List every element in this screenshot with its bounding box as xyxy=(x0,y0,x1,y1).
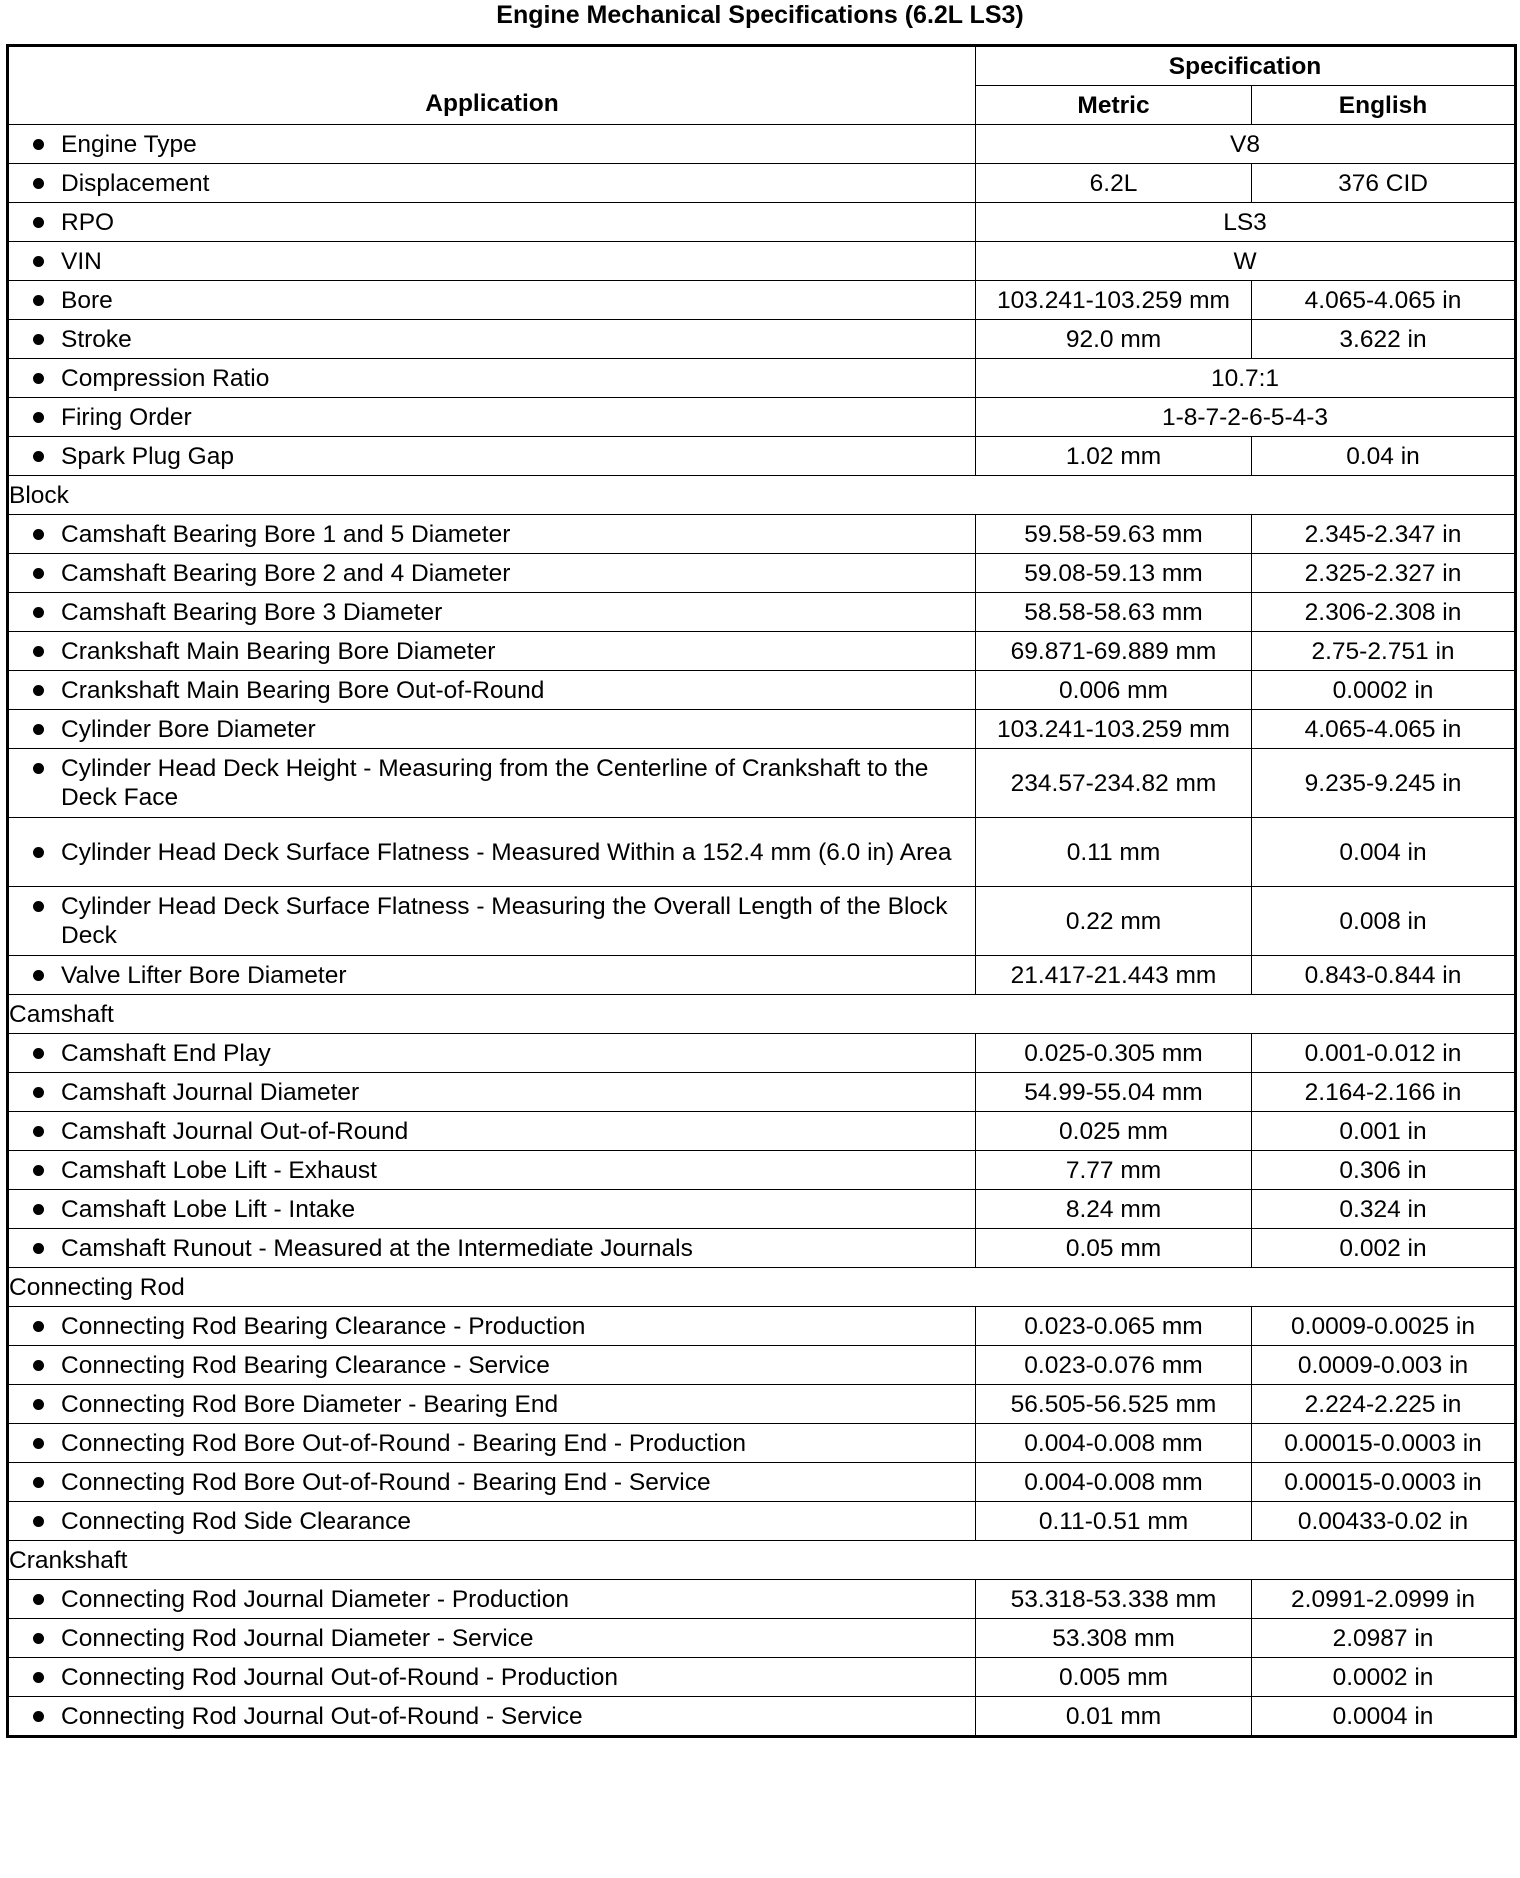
metric-value: 56.505-56.525 mm xyxy=(976,1385,1252,1424)
application-cell xyxy=(8,359,976,398)
application-cell xyxy=(8,1385,976,1424)
bullet-icon xyxy=(33,1633,44,1644)
application-cell xyxy=(8,320,976,359)
application-cell xyxy=(8,1151,976,1190)
bullet-icon xyxy=(33,568,44,579)
english-value: 2.345-2.347 in xyxy=(1252,515,1516,554)
application-label: Connecting Rod Bore Diameter - Bearing End xyxy=(61,1390,559,1418)
application-cell xyxy=(8,1112,976,1151)
combined-value: V8 xyxy=(976,125,1516,164)
application-label: Cylinder Head Deck Surface Flatness - Measured Within a 152.4 mm (6.0 in) Area xyxy=(61,838,952,866)
english-value: 2.0987 in xyxy=(1252,1619,1516,1658)
application-cell xyxy=(8,818,976,887)
application-label: Connecting Rod Bearing Clearance - Service xyxy=(61,1351,550,1379)
application-cell xyxy=(8,1619,976,1658)
application-cell xyxy=(8,887,976,956)
bullet-icon xyxy=(33,1321,44,1332)
metric-value: 0.025 mm xyxy=(976,1112,1252,1151)
english-value: 0.002 in xyxy=(1252,1229,1516,1268)
metric-value: 0.006 mm xyxy=(976,671,1252,710)
application-cell xyxy=(8,398,976,437)
table-row xyxy=(8,1307,1516,1346)
metric-value: 0.004-0.008 mm xyxy=(976,1424,1252,1463)
table-row xyxy=(8,320,1516,359)
table-row xyxy=(8,1151,1516,1190)
metric-value: 0.023-0.076 mm xyxy=(976,1346,1252,1385)
application-label: VIN xyxy=(61,247,102,275)
section-title: Connecting Rod xyxy=(8,1268,1516,1307)
metric-value: 53.318-53.338 mm xyxy=(976,1580,1252,1619)
specification-header: Specification xyxy=(976,46,1516,86)
application-cell xyxy=(8,1463,976,1502)
english-value: 0.00015-0.0003 in xyxy=(1252,1424,1516,1463)
english-header: English xyxy=(1252,86,1516,125)
table-row xyxy=(8,1190,1516,1229)
bullet-icon xyxy=(33,1204,44,1215)
application-cell xyxy=(8,1229,976,1268)
table-row xyxy=(8,164,1516,203)
english-value: 0.0009-0.003 in xyxy=(1252,1346,1516,1385)
table-row xyxy=(8,125,1516,164)
bullet-icon xyxy=(33,685,44,696)
english-value: 2.75-2.751 in xyxy=(1252,632,1516,671)
bullet-icon xyxy=(33,1399,44,1410)
english-value: 0.001-0.012 in xyxy=(1252,1034,1516,1073)
application-cell xyxy=(8,749,976,818)
english-value: 0.0004 in xyxy=(1252,1697,1516,1737)
spec-table-body xyxy=(8,125,1516,1737)
application-label: Connecting Rod Bore Out-of-Round - Bearing End - Service xyxy=(61,1468,711,1496)
combined-value: LS3 xyxy=(976,203,1516,242)
metric-value: 0.025-0.305 mm xyxy=(976,1034,1252,1073)
section-row xyxy=(8,1541,1516,1580)
english-value: 0.004 in xyxy=(1252,818,1516,887)
bullet-icon xyxy=(33,901,44,912)
english-value: 2.306-2.308 in xyxy=(1252,593,1516,632)
application-label: Displacement xyxy=(61,169,210,197)
bullet-icon xyxy=(33,1087,44,1098)
metric-value: 234.57-234.82 mm xyxy=(976,749,1252,818)
english-value: 3.622 in xyxy=(1252,320,1516,359)
english-value: 0.843-0.844 in xyxy=(1252,956,1516,995)
application-cell xyxy=(8,956,976,995)
table-row xyxy=(8,515,1516,554)
table-row xyxy=(8,281,1516,320)
bullet-icon xyxy=(33,607,44,618)
application-label: Engine Type xyxy=(61,130,197,158)
application-cell xyxy=(8,1502,976,1541)
application-label: Cylinder Head Deck Surface Flatness - Measuring the Overall Length of the Block Deck xyxy=(61,893,948,949)
english-value: 0.008 in xyxy=(1252,887,1516,956)
bullet-icon xyxy=(33,1360,44,1371)
application-label: Camshaft End Play xyxy=(61,1039,271,1067)
section-row xyxy=(8,995,1516,1034)
application-cell xyxy=(8,125,976,164)
application-cell xyxy=(8,710,976,749)
bullet-icon xyxy=(33,217,44,228)
metric-value: 7.77 mm xyxy=(976,1151,1252,1190)
metric-value: 1.02 mm xyxy=(976,437,1252,476)
application-label: Connecting Rod Bearing Clearance - Production xyxy=(61,1312,586,1340)
bullet-icon xyxy=(33,763,44,774)
application-cell xyxy=(8,1697,976,1737)
bullet-icon xyxy=(33,1048,44,1059)
metric-value: 59.58-59.63 mm xyxy=(976,515,1252,554)
application-label: Connecting Rod Journal Out-of-Round - Production xyxy=(61,1663,619,1691)
application-label: Camshaft Bearing Bore 3 Diameter xyxy=(61,598,443,626)
metric-value: 0.01 mm xyxy=(976,1697,1252,1737)
table-row xyxy=(8,1619,1516,1658)
english-value: 0.306 in xyxy=(1252,1151,1516,1190)
table-row xyxy=(8,632,1516,671)
application-label: Camshaft Lobe Lift - Exhaust xyxy=(61,1156,377,1184)
metric-value: 53.308 mm xyxy=(976,1619,1252,1658)
application-cell xyxy=(8,1658,976,1697)
table-row xyxy=(8,1385,1516,1424)
application-label: Camshaft Lobe Lift - Intake xyxy=(61,1195,356,1223)
application-cell xyxy=(8,515,976,554)
bullet-icon xyxy=(33,646,44,657)
english-value: 4.065-4.065 in xyxy=(1252,281,1516,320)
bullet-icon xyxy=(33,178,44,189)
application-cell xyxy=(8,203,976,242)
metric-value: 54.99-55.04 mm xyxy=(976,1073,1252,1112)
application-label: Connecting Rod Journal Diameter - Service xyxy=(61,1624,534,1652)
english-value: 0.00433-0.02 in xyxy=(1252,1502,1516,1541)
metric-value: 0.004-0.008 mm xyxy=(976,1463,1252,1502)
application-label: Stroke xyxy=(61,325,132,353)
application-cell xyxy=(8,1034,976,1073)
application-cell xyxy=(8,1424,976,1463)
english-value: 0.324 in xyxy=(1252,1190,1516,1229)
application-label: Connecting Rod Side Clearance xyxy=(61,1507,412,1535)
application-cell xyxy=(8,1346,976,1385)
metric-value: 0.023-0.065 mm xyxy=(976,1307,1252,1346)
application-label: Bore xyxy=(61,286,113,314)
application-label: Valve Lifter Bore Diameter xyxy=(61,961,347,989)
section-row xyxy=(8,1268,1516,1307)
application-label: Connecting Rod Bore Out-of-Round - Bearing End - Production xyxy=(61,1429,747,1457)
bullet-icon xyxy=(33,1672,44,1683)
english-value: 0.001 in xyxy=(1252,1112,1516,1151)
bullet-icon xyxy=(33,847,44,858)
metric-value: 0.11 mm xyxy=(976,818,1252,887)
section-row xyxy=(8,476,1516,515)
table-row xyxy=(8,1073,1516,1112)
combined-value: W xyxy=(976,242,1516,281)
english-value: 9.235-9.245 in xyxy=(1252,749,1516,818)
english-value: 2.224-2.225 in xyxy=(1252,1385,1516,1424)
bullet-icon xyxy=(33,1243,44,1254)
bullet-icon xyxy=(33,451,44,462)
english-value: 0.0002 in xyxy=(1252,671,1516,710)
section-title: Crankshaft xyxy=(8,1541,1516,1580)
table-row xyxy=(8,1502,1516,1541)
application-cell xyxy=(8,632,976,671)
application-cell xyxy=(8,554,976,593)
metric-value: 0.22 mm xyxy=(976,887,1252,956)
application-cell xyxy=(8,1307,976,1346)
bullet-icon xyxy=(33,970,44,981)
application-cell xyxy=(8,242,976,281)
english-value: 0.04 in xyxy=(1252,437,1516,476)
combined-value: 1-8-7-2-6-5-4-3 xyxy=(976,398,1516,437)
header-row-1 xyxy=(8,46,1516,86)
bullet-icon xyxy=(33,1711,44,1722)
english-value: 0.0009-0.0025 in xyxy=(1252,1307,1516,1346)
application-label: Crankshaft Main Bearing Bore Diameter xyxy=(61,637,496,665)
table-row xyxy=(8,242,1516,281)
bullet-icon xyxy=(33,724,44,735)
bullet-icon xyxy=(33,256,44,267)
english-value: 2.325-2.327 in xyxy=(1252,554,1516,593)
metric-value: 0.05 mm xyxy=(976,1229,1252,1268)
table-row xyxy=(8,956,1516,995)
application-label: Spark Plug Gap xyxy=(61,442,234,470)
metric-value: 8.24 mm xyxy=(976,1190,1252,1229)
table-row xyxy=(8,710,1516,749)
metric-value: 92.0 mm xyxy=(976,320,1252,359)
metric-header: Metric xyxy=(976,86,1252,125)
english-value: 2.0991-2.0999 in xyxy=(1252,1580,1516,1619)
table-row xyxy=(8,203,1516,242)
application-cell xyxy=(8,593,976,632)
metric-value: 69.871-69.889 mm xyxy=(976,632,1252,671)
application-label: Firing Order xyxy=(61,403,192,431)
metric-value: 21.417-21.443 mm xyxy=(976,956,1252,995)
english-value: 2.164-2.166 in xyxy=(1252,1073,1516,1112)
table-row xyxy=(8,398,1516,437)
table-row xyxy=(8,1580,1516,1619)
application-cell xyxy=(8,1580,976,1619)
bullet-icon xyxy=(33,334,44,345)
metric-value: 58.58-58.63 mm xyxy=(976,593,1252,632)
bullet-icon xyxy=(33,1594,44,1605)
bullet-icon xyxy=(33,1165,44,1176)
english-value: 0.00015-0.0003 in xyxy=(1252,1463,1516,1502)
bullet-icon xyxy=(33,373,44,384)
application-cell xyxy=(8,1190,976,1229)
application-label: Connecting Rod Journal Diameter - Production xyxy=(61,1585,569,1613)
application-label: Cylinder Bore Diameter xyxy=(61,715,316,743)
application-label: Camshaft Runout - Measured at the Intermediate Journals xyxy=(61,1234,693,1262)
application-label: Compression Ratio xyxy=(61,364,270,392)
table-row xyxy=(8,554,1516,593)
application-label: Camshaft Bearing Bore 1 and 5 Diameter xyxy=(61,520,511,548)
application-label: Camshaft Journal Out-of-Round xyxy=(61,1117,409,1145)
table-row xyxy=(8,1658,1516,1697)
application-header: Application xyxy=(8,46,976,125)
bullet-icon xyxy=(33,1477,44,1488)
bullet-icon xyxy=(33,295,44,306)
table-row xyxy=(8,671,1516,710)
application-cell xyxy=(8,164,976,203)
section-title: Block xyxy=(8,476,1516,515)
english-value: 0.0002 in xyxy=(1252,1658,1516,1697)
application-label: Camshaft Bearing Bore 2 and 4 Diameter xyxy=(61,559,511,587)
section-title: Camshaft xyxy=(8,995,1516,1034)
table-row xyxy=(8,818,1516,887)
bullet-icon xyxy=(33,412,44,423)
bullet-icon xyxy=(33,139,44,150)
english-value: 376 CID xyxy=(1252,164,1516,203)
table-row xyxy=(8,1424,1516,1463)
bullet-icon xyxy=(33,1438,44,1449)
page-title: Engine Mechanical Specifications (6.2L LS3) xyxy=(496,1,1024,29)
application-label: Connecting Rod Journal Out-of-Round - Service xyxy=(61,1702,583,1730)
metric-value: 59.08-59.13 mm xyxy=(976,554,1252,593)
combined-value: 10.7:1 xyxy=(976,359,1516,398)
metric-value: 6.2L xyxy=(976,164,1252,203)
spec-table xyxy=(6,44,1517,1738)
bullet-icon xyxy=(33,1516,44,1527)
table-row xyxy=(8,593,1516,632)
application-label: Crankshaft Main Bearing Bore Out-of-Round xyxy=(61,676,545,704)
bullet-icon xyxy=(33,529,44,540)
table-row xyxy=(8,1697,1516,1737)
metric-value: 0.11-0.51 mm xyxy=(976,1502,1252,1541)
english-value: 4.065-4.065 in xyxy=(1252,710,1516,749)
application-cell xyxy=(8,281,976,320)
bullet-icon xyxy=(33,1126,44,1137)
table-row xyxy=(8,359,1516,398)
application-cell xyxy=(8,1073,976,1112)
table-row xyxy=(8,1034,1516,1073)
table-row xyxy=(8,1463,1516,1502)
metric-value: 103.241-103.259 mm xyxy=(976,710,1252,749)
metric-value: 0.005 mm xyxy=(976,1658,1252,1697)
table-row xyxy=(8,1346,1516,1385)
table-row xyxy=(8,1229,1516,1268)
application-label: Cylinder Head Deck Height - Measuring from the Centerline of Crankshaft to the Deck Face xyxy=(61,755,929,811)
table-row xyxy=(8,749,1516,818)
application-label: RPO xyxy=(61,208,115,236)
application-cell xyxy=(8,437,976,476)
application-cell xyxy=(8,671,976,710)
application-label: Camshaft Journal Diameter xyxy=(61,1078,360,1106)
table-row xyxy=(8,1112,1516,1151)
table-row xyxy=(8,437,1516,476)
metric-value: 103.241-103.259 mm xyxy=(976,281,1252,320)
spec-table-header xyxy=(8,46,1516,125)
table-row xyxy=(8,887,1516,956)
